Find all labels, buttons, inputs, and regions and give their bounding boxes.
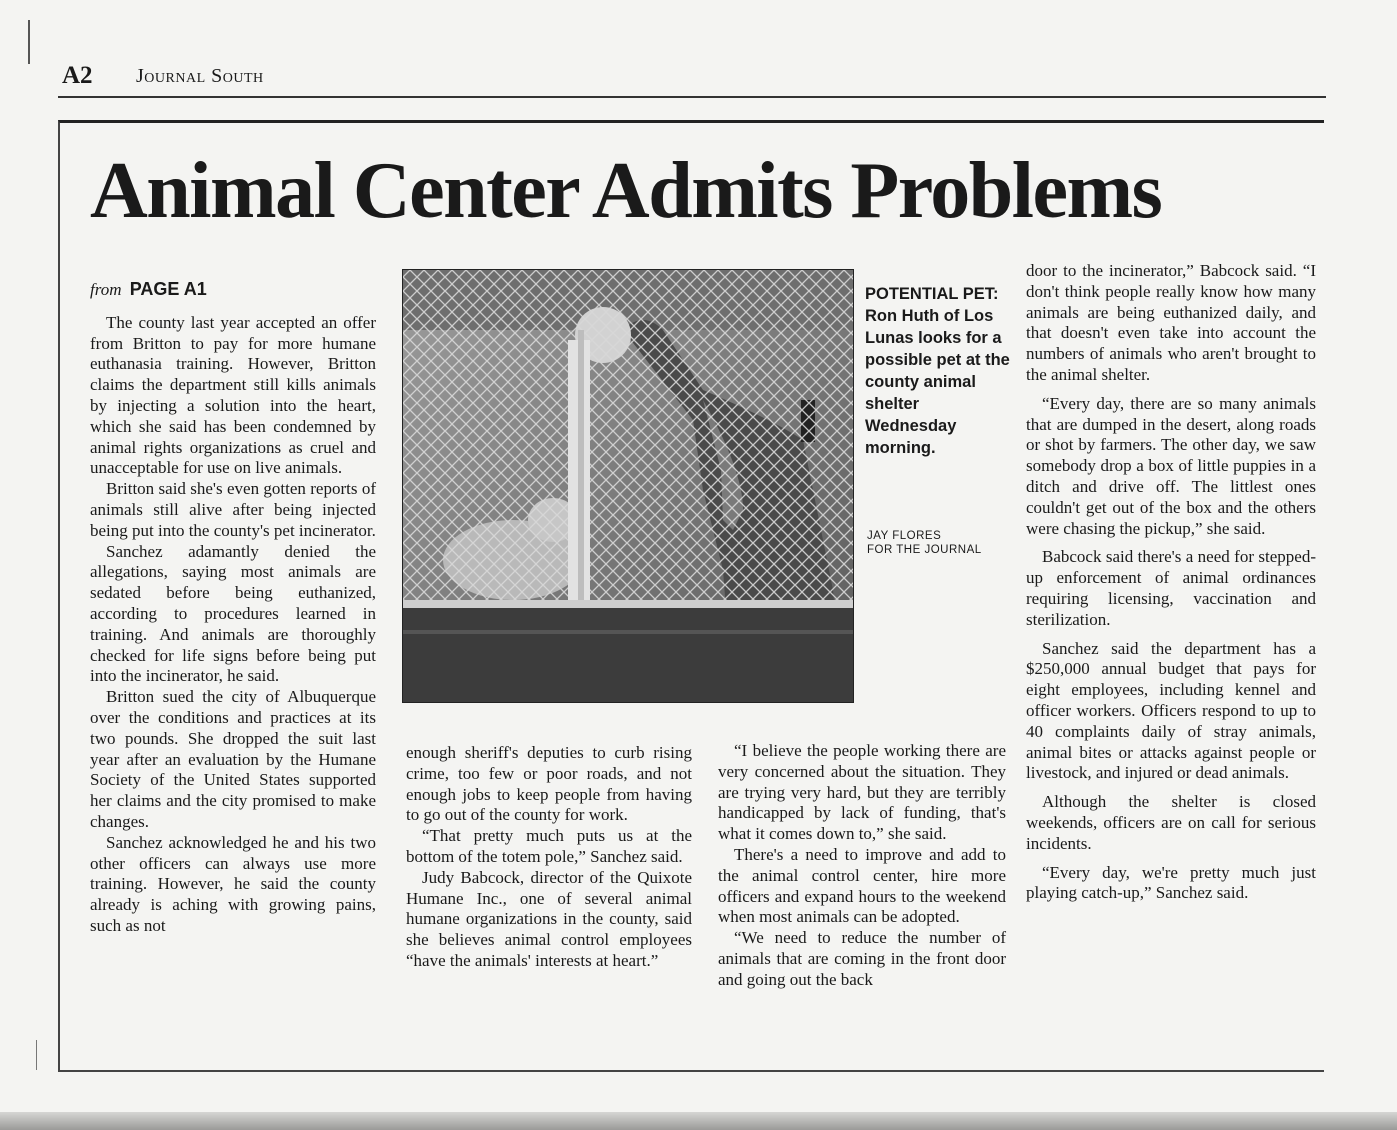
kennel-floor	[403, 608, 853, 702]
chain-link-fence	[403, 270, 853, 650]
paragraph: “Every day, there are so many animals that are dumped in the desert, along roads or shot by farmers. The other day, we saw somebody drop a box of little puppies in a ditch and drive off. The littlest ones couldn't get out of the box and the others were chasing the pickup,” she said.	[1026, 393, 1316, 538]
continued-from-line	[90, 279, 376, 301]
caption-text: Ron Huth of Los Lunas looks for a possible pet at the county animal shelter Wednesday morning.	[865, 307, 1010, 457]
paragraph: Britton said she's even gotten reports of animals still alive after being injected being put into the county's pet incinerator.	[90, 479, 376, 540]
paragraph: “Every day, we're pretty much just playing catch-up,” Sanchez said.	[1026, 862, 1316, 903]
header-rule	[58, 96, 1326, 98]
scanner-bottom-edge	[0, 1112, 1397, 1130]
article-column-4	[1026, 261, 1316, 904]
section-name: Journal South	[136, 65, 264, 87]
continued-from-word: from	[90, 280, 122, 299]
paragraph: Babcock said there's a need for stepped-up enforcement of animal ordinances requiring licensing, vaccination and sterilization.	[1026, 547, 1316, 629]
continued-from-page: PAGE A1	[129, 279, 207, 299]
paragraph: There's a need to improve and add to the animal control center, hire more officers and expand hours to the weekend when most animals can be adopted.	[718, 844, 1006, 927]
page-header	[58, 60, 1328, 102]
paragraph: “We need to reduce the number of animals that are coming in the front door and going out the back	[718, 928, 1006, 989]
kennel-photo-illustration	[403, 270, 853, 702]
headline: Animal Center Admits Problems	[90, 147, 1162, 235]
article-column-1	[90, 279, 376, 937]
paragraph: Sanchez said the department has a $250,000 annual budget that pays for eight employees, including kennel and officer workers. Officers respond to up to 40 complaints daily of stray animals, animal bites or attacks against people or livestock, and injured or dead animals.	[1026, 638, 1316, 783]
scan-edge-mark	[28, 20, 30, 64]
photographer-name: JAY FLORES	[867, 530, 942, 542]
article-column-2	[406, 743, 692, 972]
article-column-3	[718, 741, 1006, 991]
paragraph: Sanchez acknowledged he and his two other officers can always use more training. However, he said the county already is aching with growing pains, such as not	[90, 832, 376, 935]
scan-edge-mark	[36, 1040, 37, 1070]
paragraph: Sanchez adamantly denied the allegations, saying most animals are sedated before being euthanized, according to procedures learned in training. And animals are thoroughly checked for life signs before being put into the incinerator, he said.	[90, 541, 376, 686]
page-number: A2	[62, 62, 93, 89]
paragraph: “I believe the people working there are very concerned about the situation. They are trying very hard, but they are terribly handicapped by lack of funding, that's what it comes down to,” she said.	[718, 741, 1006, 844]
paragraph: enough sheriff's deputies to curb rising crime, too few or poor roads, and not enough jobs to keep people from having to go out of the county for work.	[406, 743, 692, 825]
paragraph: Judy Babcock, director of the Quixote Humane Inc., one of several animal humane organizations in the county, said she believes animal control employees “have the animals' interests at heart.”	[406, 867, 692, 970]
article	[58, 120, 1324, 1072]
paragraph: Although the shelter is closed weekends, officers are on call for serious incidents.	[1026, 792, 1316, 853]
news-photo	[402, 269, 854, 703]
photo-credit	[867, 529, 982, 557]
photo-caption	[865, 283, 1013, 459]
caption-label: POTENTIAL PET:	[865, 285, 999, 303]
paragraph: “That pretty much puts us at the bottom of the totem pole,” Sanchez said.	[406, 826, 692, 866]
paragraph: Britton sued the city of Albuquerque over the conditions and practices at its two pounds. She dropped the suit last year after an evaluation by the Humane Society of the United States supported her claims and the city promised to make changes.	[90, 687, 376, 831]
paragraph: The county last year accepted an offer from Britton to pay for more humane euthanasia training. However, Britton claims the department still kills animals by injecting a solution into the heart, which she said has been condemned by animal rights organizations as cruel and unacceptable for use on live animals.	[90, 312, 376, 478]
photographer-org: FOR THE JOURNAL	[867, 544, 982, 556]
paragraph: door to the incinerator,” Babcock said. “I don't think people really know how many animals are being euthanized daily, and that doesn't even take into account the numbers of animals who aren't brought to the animal shelter.	[1026, 261, 1316, 384]
